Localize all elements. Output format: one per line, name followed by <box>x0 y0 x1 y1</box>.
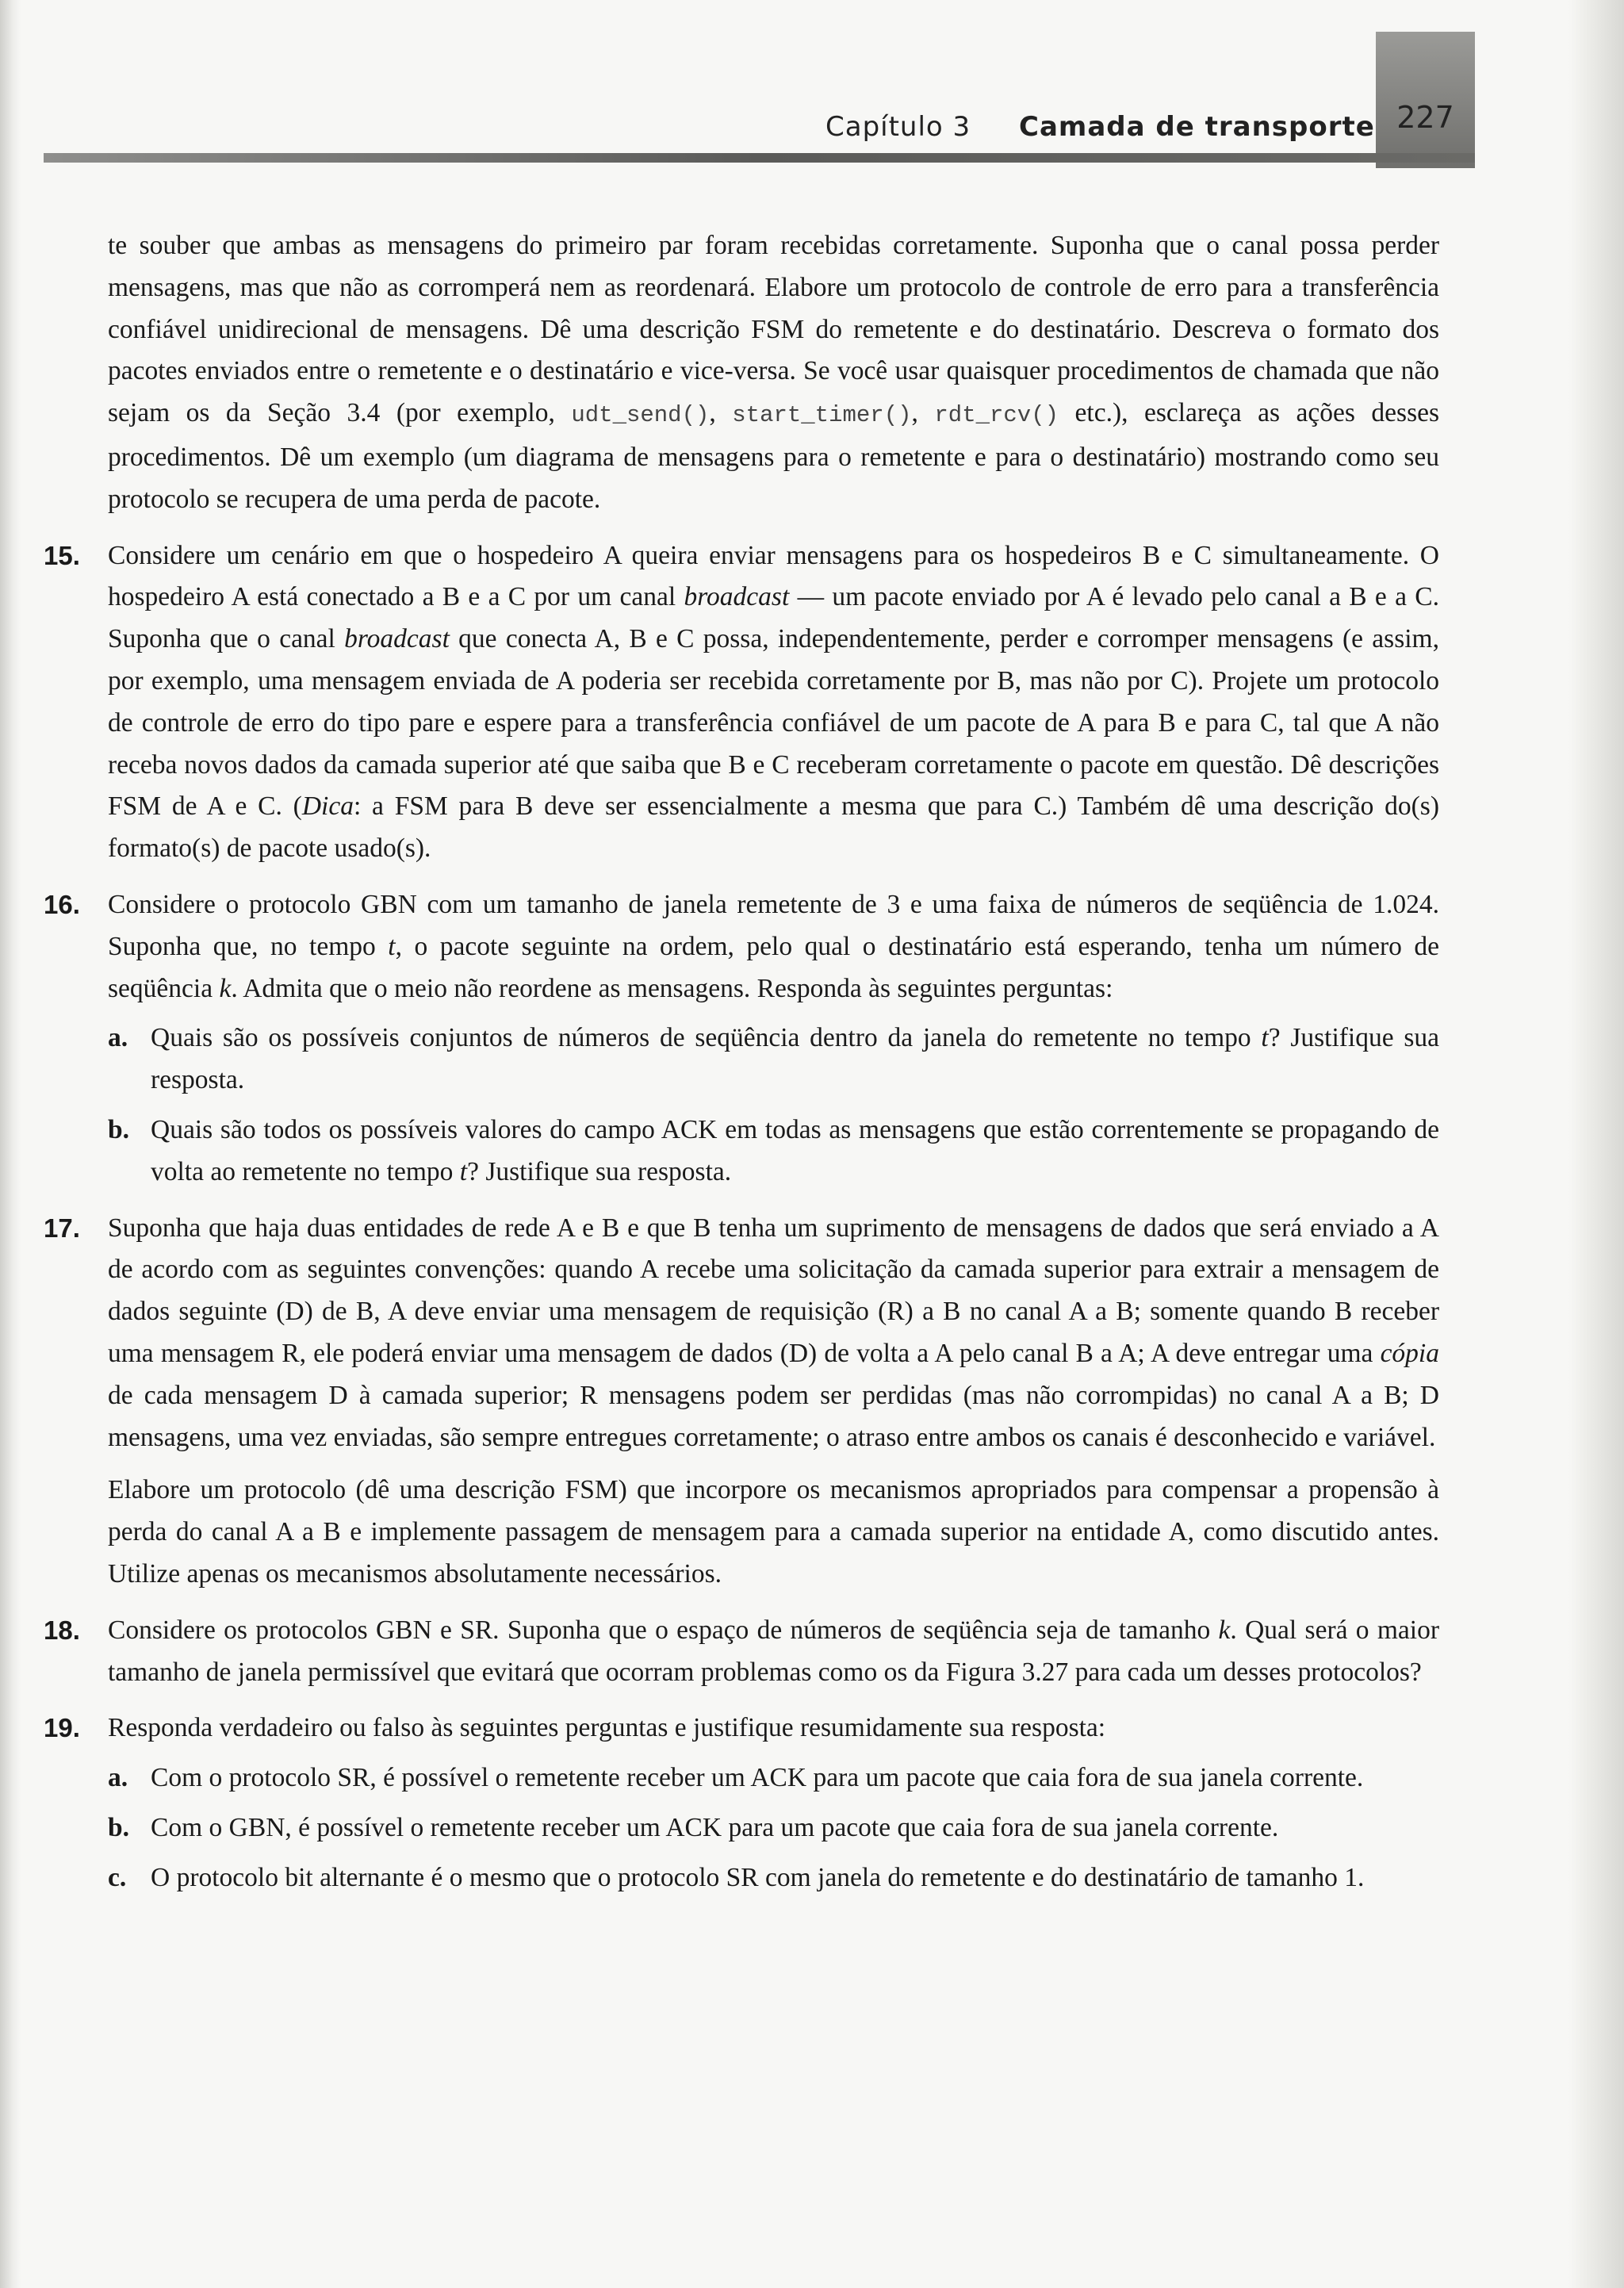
question-15: 15. Considere um cenário em que o hospedeiro A queira enviar mensagens para os hospedeiros B e C simultaneamente. O hospedeiro A está conectado a B e a C por um canal broadcast — um pacote enviado por A é levado pelo canal a B e a C. Suponha que o canal broadcast que conecta A, B e C possa, independentemente, perder e corromper mensagens (e assim, por exemplo, uma mensagem enviada de A poderia ser recebida corretamente por B, mas não por C). Projete um protocolo de controle de erro do tipo pare e espere para a transferência confiável de um pacote de A para B e para C, tal que A não receba novos dados da camada superior até que saiba que B e C receberam corretamente o pacote em questão. Dê descrições FSM de A e C. (Dica: a FSM para B deve ser essencialmente a mesma que para C.) Também dê uma descrição do(s) formato(s) de pacote usado(s). <box>44 535 1439 870</box>
question-19: 19. Responda verdadeiro ou falso às seguintes perguntas e justifique resumidamente sua resposta: a. Com o protocolo SR, é possível o remetente receber um ACK para um pacote que caia fora de sua janela corrente. b. Com o GBN, é possível o remetente receber um ACK para um pacote que caia fora de sua janela corrente. c. O protocolo bit alternante é o mesmo que o protocolo SR com janela do remetente e do destinatário de tamanho 1. <box>44 1707 1439 1899</box>
continuation-paragraph: te souber que ambas as mensagens do primeiro par foram recebidas corretamente. Suponha que o canal possa perder mensagens, mas que não as corromperá nem as reordenará. Elabore um protocolo de controle de erro para a transferência confiável unidirecional de mensagens. Dê uma descrição FSM do remetente e do destinatário. Descreva o formato dos pacotes enviados entre o remetente e o destinatário e vice-versa. Se você usar quaisquer procedimentos de chamada que não sejam os da Seção 3.4 (por exemplo, udt_send(), start_timer(), rdt_rcv() etc.), esclareça as ações desses procedimentos. Dê um exemplo (um diagrama de mensagens para o remetente e para o destinatário) mostrando como seu protocolo se recupera de uma perda de pacote. <box>108 231 1440 514</box>
chapter-label: Capítulo 3 <box>825 111 971 143</box>
question-17-paragraph-2: Elabore um protocolo (dê uma descrição FSM) que incorpore os mecanismos apropriados para compensar a propensão à perda do canal A a B e implemente passagem de mensagem para a camada superior na entidade A, como discutido antes. Utilize apenas os mecanismos absolutamente necessários. <box>108 1475 1439 1589</box>
code-start-timer: start_timer() <box>732 402 912 429</box>
question-number: 15. <box>44 540 80 570</box>
header-rule <box>44 153 1475 163</box>
question-18: 18. Considere os protocolos GBN e SR. Suponha que o espaço de números de seqüência seja de tamanho k. Qual será o maior tamanho de janela permissível que evitará que ocorram problemas como os da Figura 3.27 para cada um desses protocolos? <box>44 1610 1439 1694</box>
question-16b: b. Quais são todos os possíveis valores do campo ACK em todas as mensagens que estão correntemente se propagando de volta ao remetente no tempo t? Justifique sua resposta. <box>108 1114 1439 1186</box>
code-udt-send: udt_send() <box>571 402 710 429</box>
question-19a: a. Com o protocolo SR, é possível o remetente receber um ACK para um pacote que caia fora de sua janela corrente. <box>108 1763 1364 1793</box>
chapter-title: Camada de transporte <box>1019 111 1375 143</box>
page-body <box>44 225 1439 1899</box>
page-number: 227 <box>1396 100 1454 135</box>
question-17: 17. Suponha que haja duas entidades de rede A e B e que B tenha um suprimento de mensagens de dados que será enviado a A de acordo com as seguintes convenções: quando A recebe uma solicitação da camada superior para extrair a mensagem de dados seguinte (D) de B, A deve enviar uma mensagem de requisição (R) a B no canal A a B; somente quando B receber uma mensagem R, ele poderá enviar uma mensagem de dados (D) de volta a A pelo canal B a A; A deve entregar uma cópia de cada mensagem D à camada superior; R mensagens podem ser perdidas (mas não corrompidas) no canal A a B; D mensagens, uma vez enviadas, são sempre entregues corretamente; o atraso entre ambos os canais é desconhecido e variável. Elabore um protocolo (dê uma descrição FSM) que incorpore os mecanismos apropriados para compensar a propensão à perda do canal A a B e implemente passagem de mensagem para a camada superior na entidade A, como discutido antes. Utilize apenas os mecanismos absolutamente necessários. <box>44 1208 1439 1596</box>
question-16: 16. Considere o protocolo GBN com um tamanho de janela remetente de 3 e uma faixa de números de seqüência de 1.024. Suponha que, no tempo t, o pacote seguinte na ordem, pelo qual o destinatário está esperando, tenha um número de seqüência k. Admita que o meio não reordene as mensagens. Responda às seguintes perguntas: a. Quais são os possíveis conjuntos de números de seqüência dentro da janela do remetente no tempo t? Justifique sua resposta. b. Quais são todos os possíveis valores do campo ACK em todas as mensagens que estão correntemente se propagando de volta ao remetente no tempo t? Justifique sua resposta. <box>44 884 1439 1194</box>
question-16a: a. Quais são os possíveis conjuntos de números de seqüência dentro da janela do remetente no tempo t? Justifique sua resposta. <box>108 1023 1440 1095</box>
question-number: 16. <box>44 889 80 919</box>
running-header <box>821 111 1376 151</box>
page-left-edge-shadow <box>0 0 21 2288</box>
question-19c: c. O protocolo bit alternante é o mesmo que o protocolo SR com janela do remetente e do destinatário de tamanho 1. <box>108 1862 1365 1892</box>
page-right-edge-shadow <box>1568 0 1624 2288</box>
question-number: 19. <box>44 1713 80 1743</box>
question-19b: b. Com o GBN, é possível o remetente receber um ACK para um pacote que caia fora de sua janela corrente. <box>108 1812 1279 1842</box>
code-rdt-rcv: rdt_rcv() <box>934 402 1059 429</box>
question-number: 18. <box>44 1615 80 1645</box>
question-number: 17. <box>44 1213 80 1243</box>
